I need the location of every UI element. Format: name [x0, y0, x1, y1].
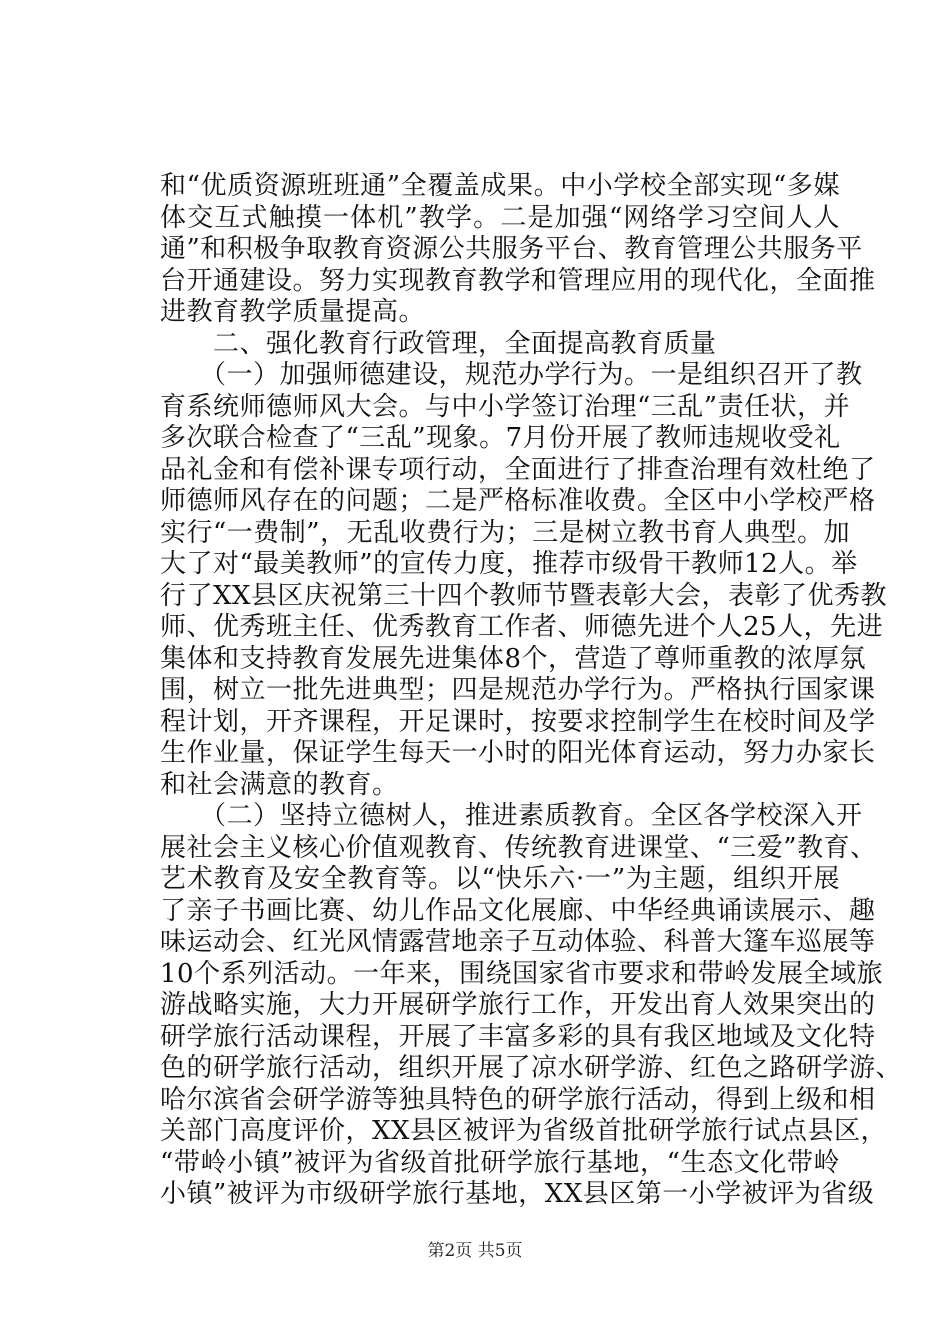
text-line: 进教育教学质量提高。	[160, 297, 426, 327]
section-heading: 二、强化教育行政管理，全面提高教育质量	[160, 328, 717, 359]
text-line: 师、优秀班主任、优秀教育工作者、师德先进个人25人，先进	[160, 612, 884, 642]
text-line: 通”和积极争取教育资源公共服务平台、教育管理公共服务平	[160, 234, 863, 264]
text-line: 了亲子书画比赛、幼儿作品文化展廊、中华经典诵读展示、趣	[160, 895, 876, 926]
text-line: 多次联合检查了“三乱”现象。7月份开展了教师违规收受礼	[160, 423, 841, 453]
text-line: 台开通建设。努力实现教育教学和管理应用的现代化，全面推	[160, 265, 876, 296]
text-line: 体交互式触摸一体机”教学。二是加强“网络学习空间人人	[160, 202, 840, 233]
text-line: 师德师风存在的问题；二是严格标准收费。全区中小学校严格	[160, 486, 876, 516]
text-line: 行了XX县区庆祝第三十四个教师节暨表彰大会，表彰了优秀教	[160, 580, 888, 611]
document-body	[160, 171, 903, 1211]
text-line: 生作业量，保证学生每天一小时的阳光体育运动，努力办家长	[160, 738, 876, 768]
text-line: 展社会主义核心价值观教育、传统教育进课堂、“三爱”教育、	[160, 832, 877, 863]
text-line: 程计划，开齐课程，开足课时，按要求控制学生在校时间及学	[160, 706, 876, 737]
text-line: “带岭小镇”被评为省级首批研学旅行基地，“生态文化带岭	[160, 1147, 840, 1178]
text-line: 味运动会、红光风情露营地亲子互动体验、科普大篷车巡展等	[160, 927, 876, 957]
text-line: 色的研学旅行活动，组织开展了凉水研学游、红色之路研学游、	[160, 1053, 903, 1083]
text-line: 研学旅行活动课程，开展了丰富多彩的具有我区地域及文化特	[160, 1021, 876, 1052]
text-line: 10个系列活动。一年来，围绕国家省市要求和带岭发展全域旅	[160, 958, 884, 989]
text-line: 和社会满意的教育。	[160, 769, 399, 800]
text-line: 实行“一费制”，无乱收费行为；三是树立教书育人典型。加	[160, 517, 851, 548]
text-line: （二）坚持立德树人，推进素质教育。全区各学校深入开	[160, 801, 863, 831]
text-line: 关部门高度评价，XX县区被评为省级首批研学旅行试点县区，	[160, 1116, 888, 1146]
text-line: 游战略实施，大力开展研学旅行工作，开发出育人效果突出的	[160, 990, 876, 1020]
text-line: 哈尔滨省会研学游等独具特色的研学旅行活动，得到上级和相	[160, 1084, 876, 1115]
page-footer	[0, 1240, 950, 1262]
text-line: 艺术教育及安全教育等。以“快乐六·一”为主题，组织开展	[160, 864, 840, 894]
text-line: 和“优质资源班班通”全覆盖成果。中小学校全部实现“多媒	[160, 171, 840, 201]
page-number-label: 第2页 共5页	[427, 1241, 523, 1261]
text-line: 围，树立一批先进典型；四是规范办学行为。严格执行国家课	[160, 675, 876, 705]
text-line: （一）加强师德建设，规范办学行为。一是组织召开了教	[160, 360, 863, 390]
text-line: 品礼金和有偿补课专项行动，全面进行了排查治理有效杜绝了	[160, 454, 876, 485]
text-line: 育系统师德师风大会。与中小学签订治理“三乱”责任状，并	[160, 391, 851, 422]
text-line: 小镇”被评为市级研学旅行基地，XX县区第一小学被评为省级	[160, 1179, 875, 1209]
text-line: 大了对“最美教师”的宣传力度，推荐市级骨干教师12人。举	[160, 549, 858, 579]
text-line: 集体和支持教育发展先进集体8个，营造了尊师重教的浓厚氛	[160, 643, 867, 674]
